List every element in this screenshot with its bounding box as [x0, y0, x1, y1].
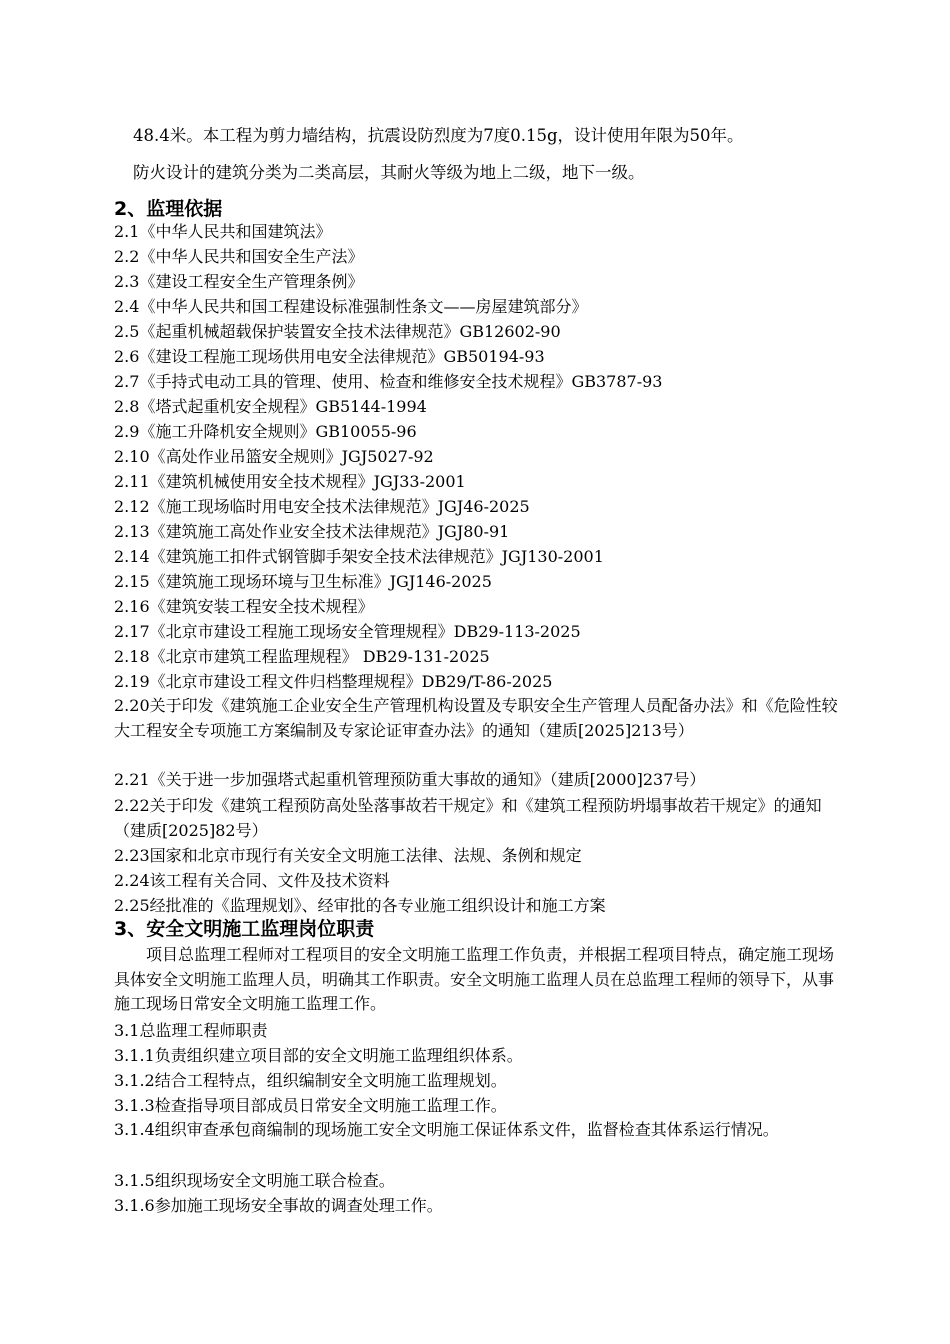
duty-item-3-1-5: 3.1.5组织现场安全文明施工联合检查。: [114, 1171, 395, 1190]
basis-item-2-25: 2.25经批准的《监理规划》、经审批的各专业施工组织设计和施工方案: [114, 896, 606, 915]
basis-item-2-23: 2.23国家和北京市现行有关安全文明施工法律、法规、条例和规定: [114, 846, 582, 865]
basis-item-2-19: 2.19《北京市建设工程文件归档整理规程》DB29/T-86-2025: [114, 672, 553, 691]
basis-item-2-17: 2.17《北京市建设工程施工现场安全管理规程》DB29-113-2025: [114, 622, 581, 641]
duty-item-3-1-1: 3.1.1负责组织建立项目部的安全文明施工监理组织体系。: [114, 1046, 523, 1065]
basis-item-2-5: 2.5《起重机械超载保护装置安全技术法律规范》GB12602-90: [114, 322, 561, 341]
basis-item-2-10: 2.10《高处作业吊篮安全规则》JGJ5027-92: [114, 447, 434, 466]
basis-item-2-1: 2.1《中华人民共和国建筑法》: [114, 222, 332, 241]
basis-item-2-13: 2.13《建筑施工高处作业安全技术法律规范》JGJ80-91: [114, 522, 510, 541]
intro-line-2: 防火设计的建筑分类为二类高层，其耐火等级为地上二级，地下一级。: [133, 163, 645, 182]
basis-item-2-3: 2.3《建设工程安全生产管理条例》: [114, 272, 364, 291]
basis-item-2-12: 2.12《施工现场临时用电安全技术法律规范》JGJ46-2025: [114, 497, 530, 516]
section-3-heading: 3、安全文明施工监理岗位职责: [114, 918, 375, 940]
basis-item-2-9: 2.9《施工升降机安全规则》GB10055-96: [114, 422, 417, 441]
basis-item-2-2: 2.2《中华人民共和国安全生产法》: [114, 247, 364, 266]
basis-item-2-16: 2.16《建筑安装工程安全技术规程》: [114, 597, 374, 616]
duty-item-3-1-4: 3.1.4组织审查承包商编制的现场施工安全文明施工保证体系文件，监督检查其体系运行情况。: [114, 1120, 779, 1139]
duty-item-3-1-2: 3.1.2结合工程特点，组织编制安全文明施工监理规划。: [114, 1071, 507, 1090]
basis-item-2-8: 2.8《塔式起重机安全规程》GB5144-1994: [114, 397, 427, 416]
section-2-heading: 2、监理依据: [114, 198, 223, 220]
basis-item-2-6: 2.6《建设工程施工现场供用电安全法律规范》GB50194-93: [114, 347, 545, 366]
intro-line-1: 48.4米。本工程为剪力墙结构，抗震设防烈度为7度0.15g，设计使用年限为50年。: [133, 126, 744, 145]
basis-item-2-15: 2.15《建筑施工现场环境与卫生标准》JGJ146-2025: [114, 572, 492, 591]
basis-item-2-24: 2.24该工程有关合同、文件及技术资料: [114, 871, 390, 890]
basis-item-2-7: 2.7《手持式电动工具的管理、使用、检查和维修安全技术规程》GB3787-93: [114, 372, 663, 391]
basis-item-2-4: 2.4《中华人民共和国工程建设标准强制性条文——房屋建筑部分》: [114, 297, 588, 316]
basis-item-2-21: 2.21《关于进一步加强塔式起重机管理预防重大事故的通知》（建质[2000]237号）: [114, 770, 706, 789]
basis-item-2-18: 2.18《北京市建筑工程监理规程》 DB29-131-2025: [114, 647, 490, 666]
basis-item-2-11: 2.11《建筑机械使用安全技术规程》JGJ33-2001: [114, 472, 466, 491]
sub-heading-3-1: 3.1总监理工程师职责: [114, 1021, 268, 1040]
duty-item-3-1-6: 3.1.6参加施工现场安全事故的调查处理工作。: [114, 1196, 443, 1215]
basis-item-2-22: 2.22关于印发《建筑工程预防高处坠落事故若干规定》和《建筑工程预防坍塌事故若干规定》的通知（建质[2025]82号）: [114, 796, 822, 840]
duty-item-3-1-3: 3.1.3检查指导项目部成员日常安全文明施工监理工作。: [114, 1096, 507, 1115]
basis-item-2-14: 2.14《建筑施工扣件式钢管脚手架安全技术法律规范》JGJ130-2001: [114, 547, 604, 566]
basis-item-2-20: 2.20关于印发《建筑施工企业安全生产管理机构设置及专职安全生产管理人员配备办法》和《危险性较大工程安全专项施工方案编制及专家论证审查办法》的通知（建质[2025]213号）: [114, 696, 838, 740]
section-3-intro: 项目总监理工程师对工程项目的安全文明施工监理工作负责，并根据工程项目特点，确定施工现场具体安全文明施工监理人员，明确其工作职责。安全文明施工监理人员在总监理工程师的领导下，从事施工现场日常安全文明施工监理工作。: [114, 945, 835, 1013]
